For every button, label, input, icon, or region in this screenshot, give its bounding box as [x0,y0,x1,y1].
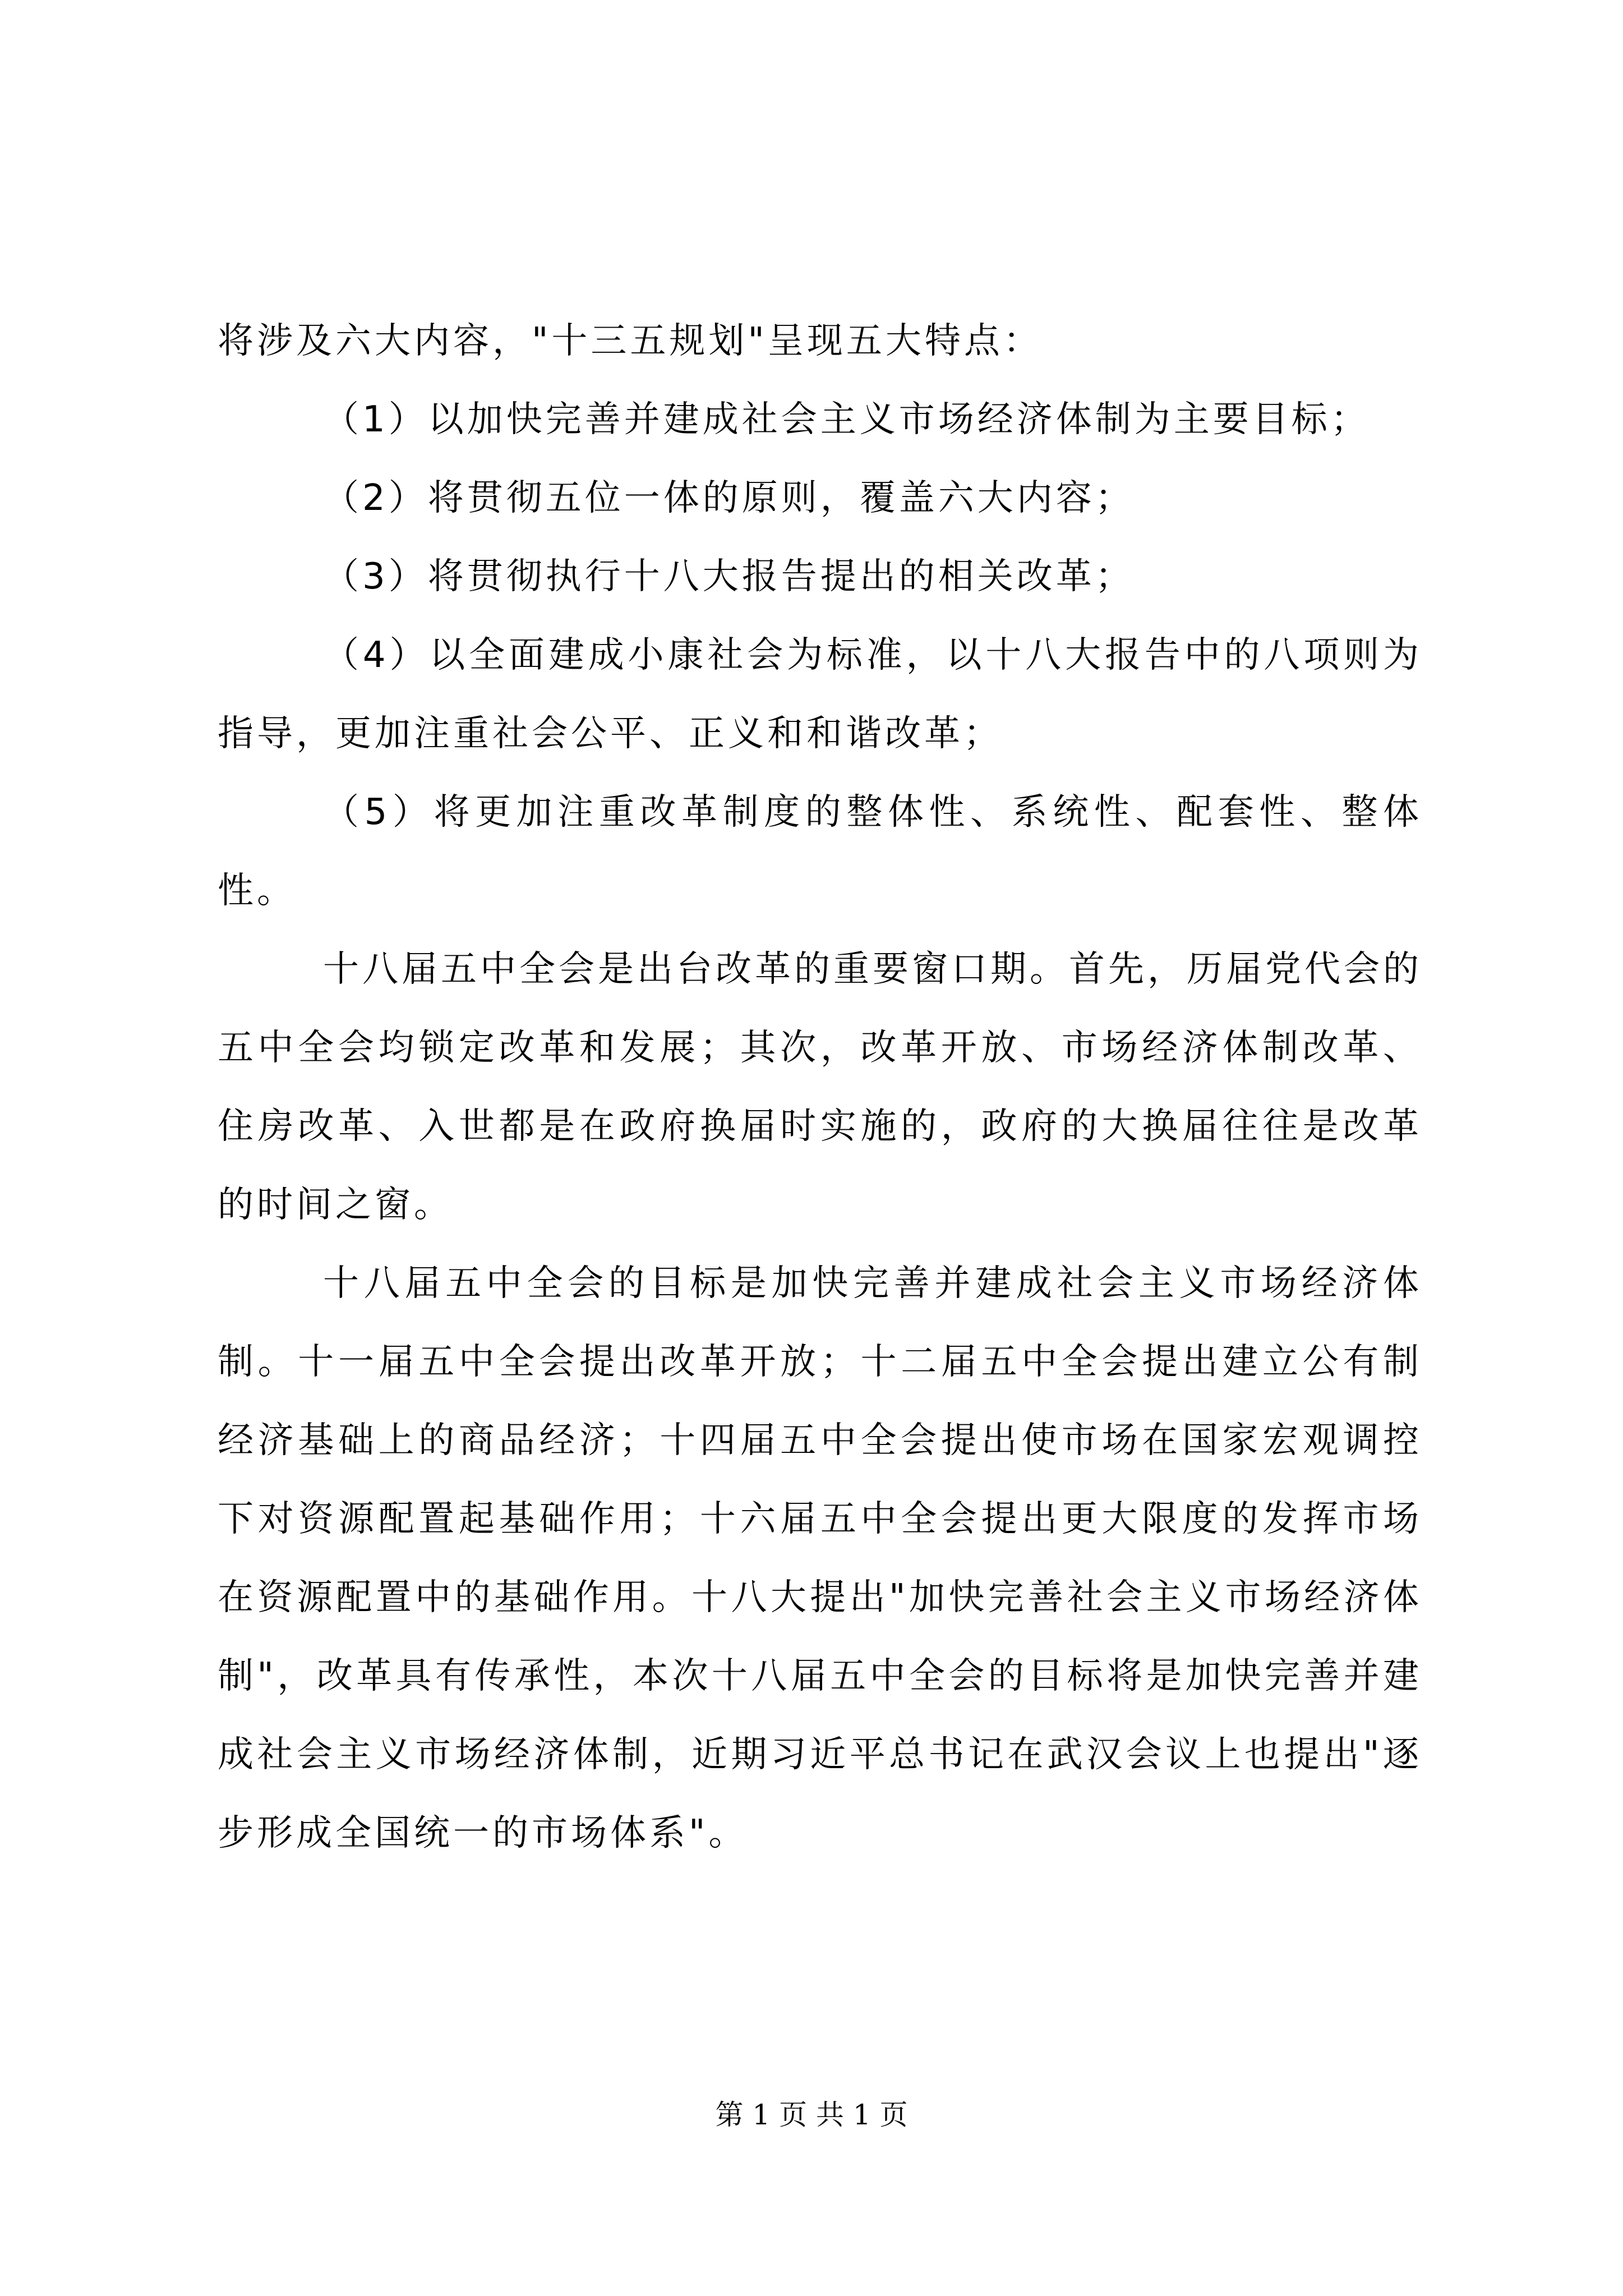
paragraph-point-4: （4）以全面建成小康社会为标准，以十八大报告中的八项则为指导，更加注重社会公平、正义和和谐改革； [218,634,1422,754]
paragraph-point-1: （1）以加快完善并建成社会主义市场经济体制为主要目标； [323,399,1370,440]
document-body [218,302,1422,1872]
paragraph-point-5: （5）将更加注重改革制度的整体性、系统性、配套性、整体性。 [218,792,1422,912]
paragraph-goal: 十八届五中全会的目标是加快完善并建成社会主义市场经济体制。十一届五中全会提出改革开放；十二届五中全会提出建立公有制经济基础上的商品经济；十四届五中全会提出使市场在国家宏观调控下对资源配置起基础作用；十六届五中全会提出更大限度的发挥市场在资源配置中的基础作用。十八大提出"加快完善社会主义市场经济体制"，改革具有传承性，本次十八届五中全会的目标将是加快完善并建成社会主义市场经济体制，近期习近平总书记在武汉会议上也提出"逐步形成全国统一的市场体系"。 [218,1263,1422,1854]
paragraph-intro: 将涉及六大内容，"十三五规划"呈现五大特点： [218,320,1043,362]
paragraph-point-3: （3）将贯彻执行十八大报告提出的相关改革； [323,556,1135,597]
paragraph-point-2: （2）将贯彻五位一体的原则，覆盖六大内容； [323,477,1135,519]
paragraph-window-period: 十八届五中全会是出台改革的重要窗口期。首先，历届党代会的五中全会均锁定改革和发展；其次，改革开放、市场经济体制改革、住房改革、入世都是在政府换届时实施的，政府的大换届往往是改革的时间之窗。 [218,949,1422,1226]
page-number-footer: 第 1 页 共 1 页 [715,2099,908,2131]
